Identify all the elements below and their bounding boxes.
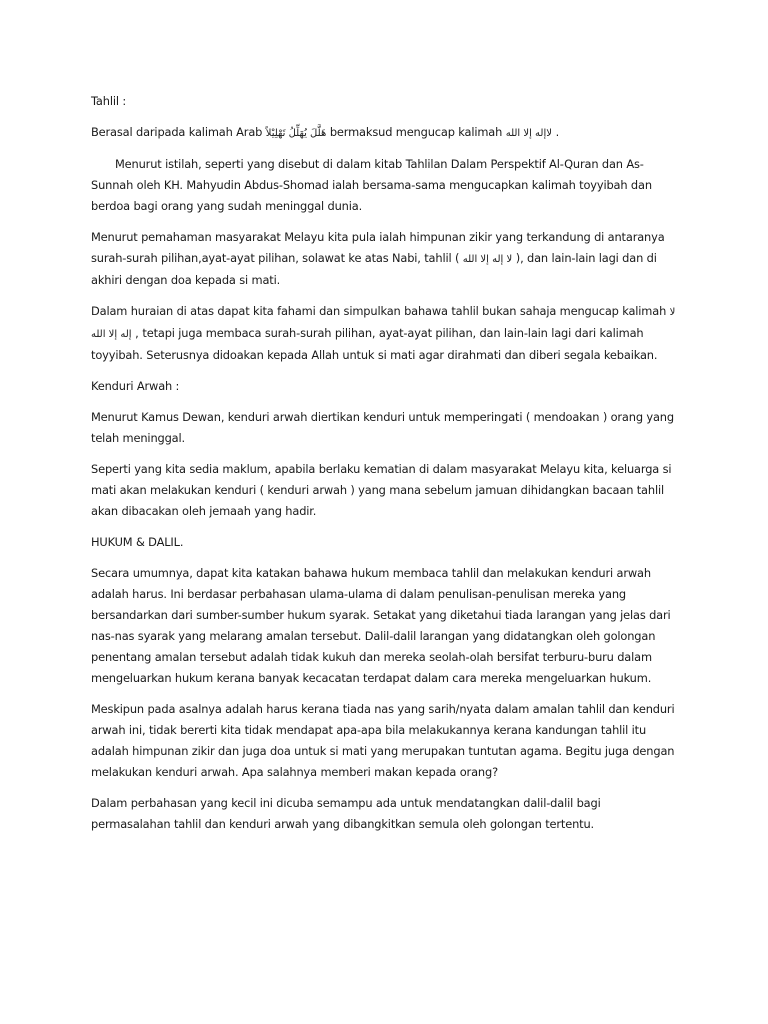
malay-understanding-paragraph [91,227,683,291]
malay-understanding-arabic: لا إله إلا الله [462,254,513,265]
conclusion-paragraph [91,301,683,366]
custom-paragraph: Seperti yang kita sedia maklum, apabila berlaku kematian di dalam masyarakat Melayu kita, keluarga si mati akan melakukan kenduri ( kenduri arwah ) yang mana sebelum jamuan dihidangkan bacaan tahlil akan dibacakan oleh jemaah yang hadir. [91,462,672,518]
malay-understanding-prefix: Menurut pemahaman masyarakat Melayu kita pula ialah himpunan zikir yang terkandung di antaranya surah-surah pilihan,ayat-ayat pilihan, solawat ke atas Nabi, tahlil ( [91,230,665,265]
origin-prefix: Berasal daripada kalimah Arab [91,125,263,139]
origin-middle: bermaksud mengucap kalimah [329,125,503,139]
conclusion-arabic: لا إله إلا الله [91,307,676,340]
origin-paragraph [91,122,683,144]
malay-understanding-suffix: ), dan lain-lain lagi dan di akhiri dengan doa kepada si mati. [91,251,657,287]
definition-istilah-paragraph: Menurut istilah, seperti yang disebut di dalam kitab Tahlilan Dalam Perspektif Al-Quran dan As-Sunnah oleh KH. Mahyudin Abdus-Shomad ialah bersama-sama mengucapkan kalimah toyyibah dan berdoa bagi orang yang sudah meninggal dunia. [91,157,652,213]
conclusion-suffix: , tetapi juga membaca surah-surah pilihan, ayat-ayat pilihan, dan lain-lain lagi dari kalimah toyyibah. Seterusnya didoakan kepada Allah untuk si mati agar dirahmati dan diberi segala kebaikan. [91,326,658,362]
document-page [91,91,683,845]
origin-suffix: . [555,125,560,139]
conclusion-prefix: Dalam huraian di atas dapat kita fahami dan simpulkan bahawa tahlil bukan sahaja mengucap kalimah [91,304,667,318]
meskipun-paragraph: Meskipun pada asalnya adalah harus kerana tiada nas yang sarih/nyata dalam amalan tahlil dan kenduri arwah ini, tidak bererti kita tidak mendapat apa-apa bila melakukannya kerana kandungan tahlil itu adalah himpunan zikir dan juga doa untuk si mati yang merupakan tuntutan agama. Begitu juga dengan melakukan kenduri arwah. Apa salahnya memberi makan kepada orang? [91,702,675,779]
kamus-dewan-paragraph: Menurut Kamus Dewan, kenduri arwah diertikan kenduri untuk memperingati ( mendoakan ) orang yang telah meninggal. [91,410,674,445]
tahlil-heading: Tahlil : [91,94,127,108]
origin-arabic-word: هَلَّلَ يُهَلِّلُ تَهْلِيْلاً [265,128,327,139]
kenduri-heading: Kenduri Arwah : [91,379,180,393]
hukum-heading: HUKUM & DALIL. [91,535,184,549]
origin-arabic-phrase: لاإله إلا الله [505,128,552,139]
hukum-general-paragraph: Secara umumnya, dapat kita katakan bahawa hukum membaca tahlil dan melakukan kenduri arwah adalah harus. Ini berdasar perbahasan ulama-ulama di dalam penulisan-penulisan mereka yang bersandarkan dari sumber-sumber hukum syarak. Setakat yang diketahui tiada larangan yang jelas dari nas-nas syarak yang melarang amalan tersebut. Dalil-dalil larangan yang didatangkan oleh golongan penentang amalan tersebut adalah tidak kukuh dan mereka seolah-olah bersifat terburu-buru dalam mengeluarkan hukum kerana banyak kecacatan terdapat dalam cara mereka mengeluarkan hukum. [91,566,671,685]
closing-paragraph: Dalam perbahasan yang kecil ini dicuba semampu ada untuk mendatangkan dalil-dalil bagi permasalahan tahlil dan kenduri arwah yang dibangkitkan semula oleh golongan tertentu. [91,796,601,831]
